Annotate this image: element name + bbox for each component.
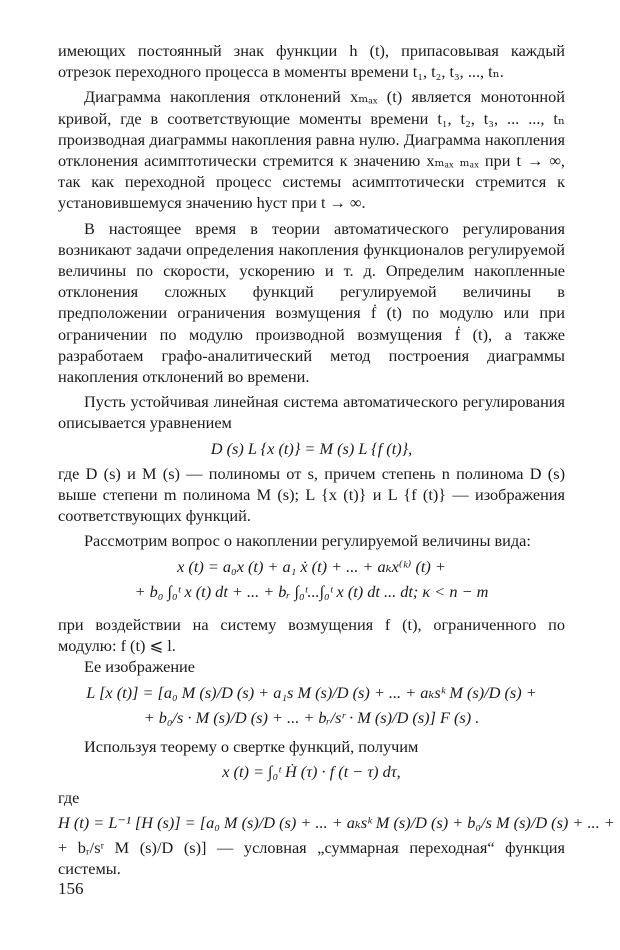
equation: H (t) = L⁻¹ [H (s)] = [a₀ M (s)/D (s) + ... + aₖsᵏ M (s)/D (s) + b₀/s M (s)/D (s) + ... + xyxy=(58,812,615,832)
paragraph: В настоящее время в теории автоматического регулирования возникают задачи определения накопления функционалов регулируемой величины по скорости, ускорению и т. д. Определим накопленные отклонения сложных функций регулируемой величины в предположении ограничения возмущения ḟ (t) по модулю или при ограничении по модулю производной возмущения ḟ (t), а также разработаем графо-аналитический метод построения диаграммы накопления отклонений во времени. xyxy=(58,218,565,387)
paragraph: + bᵣ/sʳ M (s)/D (s)] — условная „суммарная переходная“ функция системы. xyxy=(58,837,565,879)
paragraph: Ее изображение xyxy=(84,657,195,677)
equation: + b₀/s · M (s)/D (s) + ... + bᵣ/sʳ · M (s)/D (s)] F (s) . xyxy=(143,707,480,727)
paragraph: Пусть устойчивая линейная система автоматического регулирования описывается уравнением xyxy=(58,392,565,433)
equation: + b₀ ∫₀ᵗ x (t) dt + ... + bᵣ ∫₀ᵗ...∫₀ᵗ x (t) dt ... dt; κ < n − m xyxy=(134,581,489,601)
equation: D (s) L {x (t)} = M (s) L {f (t)}, xyxy=(210,438,413,458)
paragraph: Диаграмма накопления отклонений xₘₐₓ (t) является монотонной кривой, где в соответствующие моменты времени t₁, t₂, t₃, ... ..., tₙ производная диаграммы накопления равна нулю. Диаграмма накопления отклонения асимптотически стремится к значению xₘₐₓ ₘₐₓ при t → ∞, так как переходной процесс системы асимптотически стремится к установившемуся значению hуст при t → ∞. xyxy=(58,87,565,213)
paragraph: Рассмотрим вопрос о накоплении регулируемой величины вида: xyxy=(84,531,531,551)
paragraph: где D (s) и M (s) — полиномы от s, причем степень n полинома D (s) выше степени m полинома M (s); L {x (t)} и L {f (t)} — изображения соответствующих функций. xyxy=(58,463,565,526)
equation: x (t) = a₀x (t) + a₁ ẋ (t) + ... + aₖx⁽ᵏ⁾ (t) + xyxy=(177,556,446,576)
paragraph: где xyxy=(58,787,80,807)
page-number: 156 xyxy=(58,879,84,898)
equation: x (t) = ∫₀ᵗ Ḣ (τ) · f (t − τ) dτ, xyxy=(222,762,401,782)
paragraph: при воздействии на систему возмущения f (t), ограниченного по модулю: f (t) ⩽ l. xyxy=(58,615,565,656)
equation: L [x (t)] = [a₀ M (s)/D (s) + a₁s M (s)/D (s) + ... + aₖsᵏ M (s)/D (s) + xyxy=(86,682,537,702)
paragraph: Используя теорему о свертке функций, получим xyxy=(84,737,419,757)
paragraph: имеющих постоянный знак функции h (t), припасовывая каждый отрезок переходного процесса в моменты времени t₁, t₂, t₃, ..., tₙ. xyxy=(58,41,565,82)
